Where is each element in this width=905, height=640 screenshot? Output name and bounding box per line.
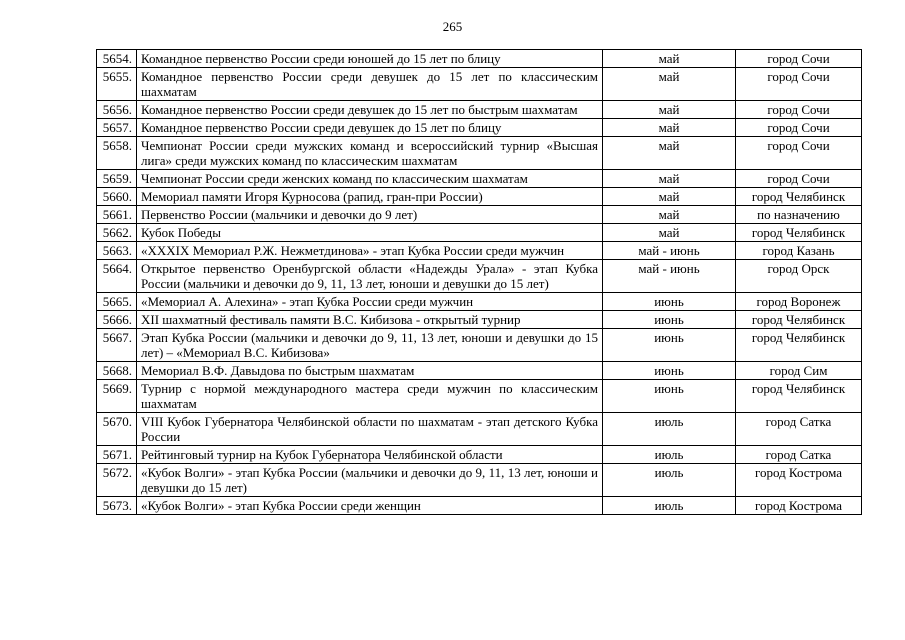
row-number: 5659. — [97, 170, 137, 188]
event-name: Командное первенство России среди девушек до 15 лет по блицу — [137, 119, 603, 137]
row-number: 5654. — [97, 50, 137, 68]
event-name: XII шахматный фестиваль памяти В.С. Кибизова - открытый турнир — [137, 311, 603, 329]
events-table-body — [97, 50, 862, 515]
event-date: май — [603, 206, 736, 224]
row-number: 5661. — [97, 206, 137, 224]
event-name: Открытое первенство Оренбургской области «Надежды Урала» - этап Кубка России (мальчики и девочки до 9, 11, 13 лет, юноши и девушки до 15 лет) — [137, 260, 603, 293]
event-name: Командное первенство России среди юношей до 15 лет по блицу — [137, 50, 603, 68]
table-row — [97, 446, 862, 464]
event-name: Этап Кубка России (мальчики и девочки до 9, 11, 13 лет, юноши и девушки до 15 лет) – «Мемориал В.С. Кибизова» — [137, 329, 603, 362]
event-place: город Челябинск — [736, 188, 862, 206]
event-name: Командное первенство России среди девушек до 15 лет по классическим шахматам — [137, 68, 603, 101]
table-row — [97, 50, 862, 68]
event-name: «Кубок Волги» - этап Кубка России (мальчики и девочки до 9, 11, 13 лет, юноши и девушки до 15 лет) — [137, 464, 603, 497]
event-place: город Сочи — [736, 50, 862, 68]
table-row — [97, 380, 862, 413]
event-place: город Сочи — [736, 68, 862, 101]
event-place: город Воронеж — [736, 293, 862, 311]
table-row — [97, 224, 862, 242]
row-number: 5673. — [97, 497, 137, 515]
event-place: город Сочи — [736, 101, 862, 119]
page-number: 265 — [442, 19, 463, 34]
row-number: 5671. — [97, 446, 137, 464]
table-row — [97, 242, 862, 260]
event-date: июнь — [603, 293, 736, 311]
event-place: город Сатка — [736, 446, 862, 464]
table-row — [97, 260, 862, 293]
table-row — [97, 101, 862, 119]
table-row — [97, 68, 862, 101]
event-name: VIII Кубок Губернатора Челябинской области по шахматам - этап детского Кубка России — [137, 413, 603, 446]
event-date: май — [603, 101, 736, 119]
event-place: город Челябинск — [736, 224, 862, 242]
table-row — [97, 362, 862, 380]
event-place: город Сатка — [736, 413, 862, 446]
event-place: город Челябинск — [736, 380, 862, 413]
event-date: май — [603, 224, 736, 242]
row-number: 5656. — [97, 101, 137, 119]
table-row — [97, 329, 862, 362]
row-number: 5670. — [97, 413, 137, 446]
row-number: 5667. — [97, 329, 137, 362]
event-place: по назначению — [736, 206, 862, 224]
event-date: июль — [603, 464, 736, 497]
table-row — [97, 293, 862, 311]
table-row — [97, 188, 862, 206]
row-number: 5666. — [97, 311, 137, 329]
event-name: Мемориал памяти Игоря Курносова (рапид, гран-при России) — [137, 188, 603, 206]
event-name: Мемориал В.Ф. Давыдова по быстрым шахматам — [137, 362, 603, 380]
event-date: май — [603, 188, 736, 206]
event-place: город Казань — [736, 242, 862, 260]
event-date: май — [603, 137, 736, 170]
event-date: май — [603, 50, 736, 68]
event-date: май — [603, 119, 736, 137]
event-date: июль — [603, 497, 736, 515]
row-number: 5669. — [97, 380, 137, 413]
event-place: город Кострома — [736, 464, 862, 497]
events-table — [96, 49, 862, 515]
event-date: июнь — [603, 329, 736, 362]
row-number: 5663. — [97, 242, 137, 260]
event-date: июнь — [603, 380, 736, 413]
event-place: город Сочи — [736, 119, 862, 137]
event-place: город Сим — [736, 362, 862, 380]
row-number: 5665. — [97, 293, 137, 311]
row-number: 5660. — [97, 188, 137, 206]
event-name: «Кубок Волги» - этап Кубка России среди женщин — [137, 497, 603, 515]
table-row — [97, 311, 862, 329]
row-number: 5658. — [97, 137, 137, 170]
event-name: Чемпионат России среди женских команд по классическим шахматам — [137, 170, 603, 188]
table-row — [97, 206, 862, 224]
event-date: июль — [603, 413, 736, 446]
event-date: июнь — [603, 311, 736, 329]
event-date: май — [603, 170, 736, 188]
event-name: Кубок Победы — [137, 224, 603, 242]
event-name: Чемпионат России среди мужских команд и всероссийский турнир «Высшая лига» среди мужских команд по классическим шахматам — [137, 137, 603, 170]
event-name: Рейтинговый турнир на Кубок Губернатора Челябинской области — [137, 446, 603, 464]
event-date: май - июнь — [603, 260, 736, 293]
event-place: город Сочи — [736, 137, 862, 170]
event-place: город Кострома — [736, 497, 862, 515]
event-name: «Мемориал А. Алехина» - этап Кубка России среди мужчин — [137, 293, 603, 311]
row-number: 5664. — [97, 260, 137, 293]
table-row — [97, 119, 862, 137]
event-date: май - июнь — [603, 242, 736, 260]
event-date: июль — [603, 446, 736, 464]
event-place: город Сочи — [736, 170, 862, 188]
event-date: июнь — [603, 362, 736, 380]
event-name: Первенство России (мальчики и девочки до 9 лет) — [137, 206, 603, 224]
event-place: город Челябинск — [736, 311, 862, 329]
table-row — [97, 137, 862, 170]
event-name: Турнир с нормой международного мастера среди мужчин по классическим шахматам — [137, 380, 603, 413]
event-name: «XXXIX Мемориал Р.Ж. Нежметдинова» - этап Кубка России среди мужчин — [137, 242, 603, 260]
event-place: город Орск — [736, 260, 862, 293]
row-number: 5668. — [97, 362, 137, 380]
event-place: город Челябинск — [736, 329, 862, 362]
table-row — [97, 464, 862, 497]
event-date: май — [603, 68, 736, 101]
table-row — [97, 170, 862, 188]
row-number: 5655. — [97, 68, 137, 101]
event-name: Командное первенство России среди девушек до 15 лет по быстрым шахматам — [137, 101, 603, 119]
row-number: 5672. — [97, 464, 137, 497]
row-number: 5662. — [97, 224, 137, 242]
table-row — [97, 497, 862, 515]
table-row — [97, 413, 862, 446]
row-number: 5657. — [97, 119, 137, 137]
